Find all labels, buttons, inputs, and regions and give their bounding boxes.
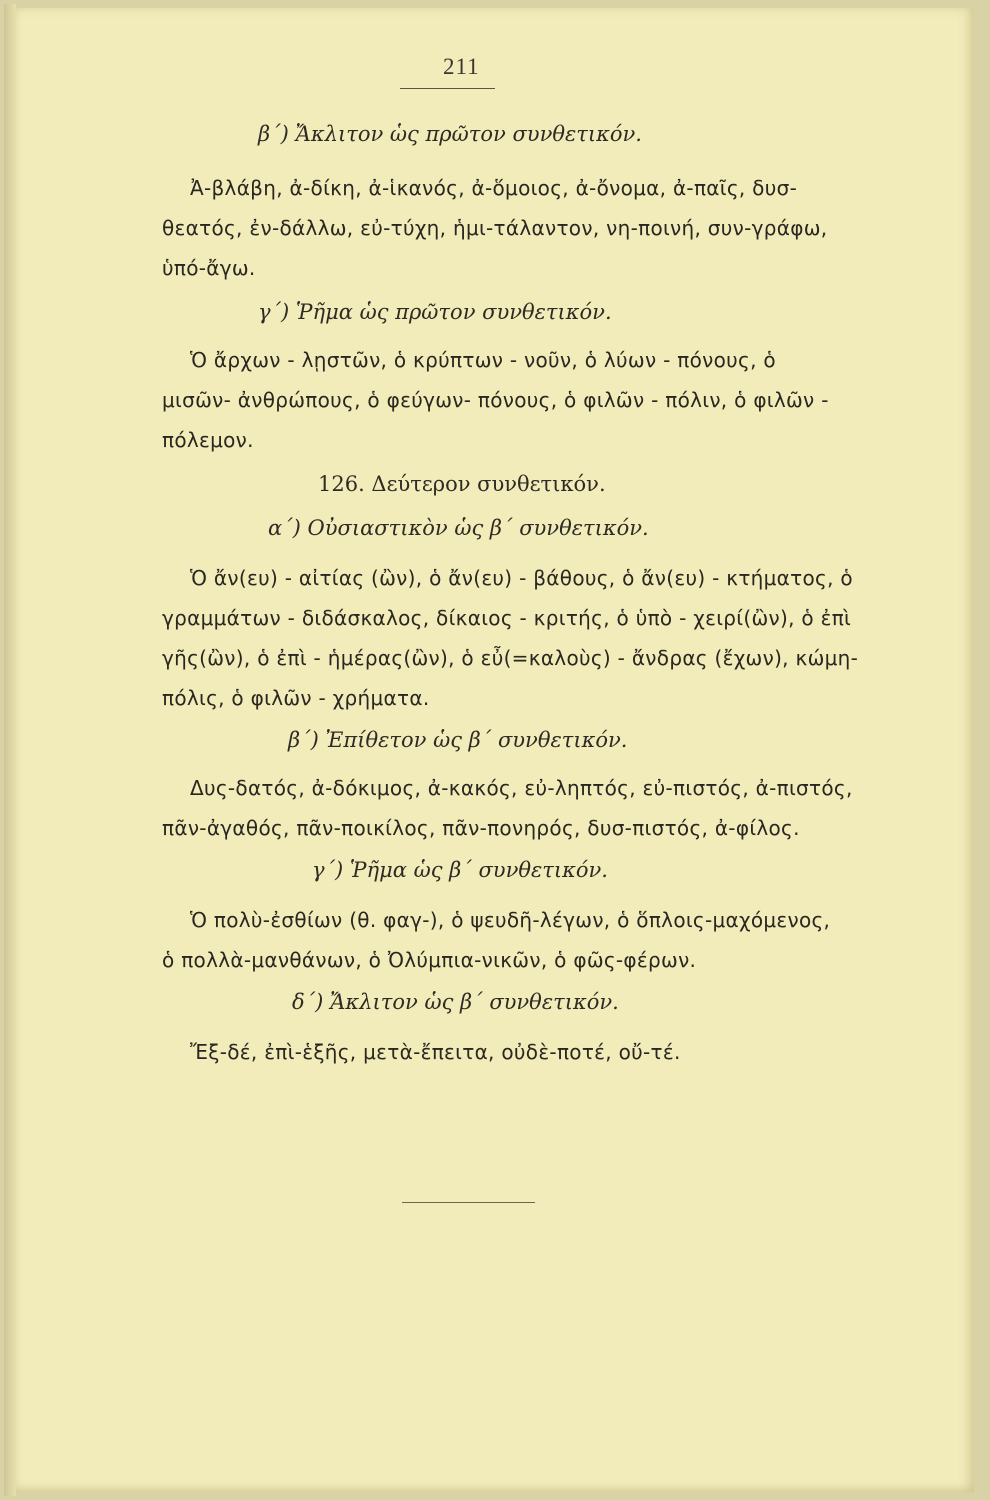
- section-heading-gamma: γ΄) Ῥῆμα ὡς πρῶτον συνθετικόν.: [258, 300, 612, 324]
- page-number-underline: [400, 88, 495, 89]
- text-line: γραμμάτων - διδάσκαλος, δίκαιος - κριτής, ὁ ὑπὸ - χειρί(ὢν), ὁ ἐπὶ: [162, 606, 852, 630]
- end-rule: [402, 1202, 535, 1203]
- text-line: πόλις, ὁ φιλῶν - χρήματα.: [162, 686, 430, 710]
- text-line: Ὁ ἄρχων - λῃστῶν, ὁ κρύπτων - νοῦν, ὁ λύων - πόνους, ὁ: [190, 348, 776, 372]
- section-heading-delta: δ΄) Ἄκλιτον ὡς β΄ συνθετικόν.: [292, 990, 619, 1014]
- page-edge: [4, 4, 16, 1496]
- text-line: Δυς-δατός, ἀ-δόκιμος, ἀ-κακός, εὐ-ληπτός, εὐ-πιστός, ἀ-πιστός,: [190, 776, 853, 800]
- section-heading-126: 126. Δεύτερον συνθετικόν.: [318, 472, 606, 496]
- text-line: ὑπό-ἄγω.: [162, 256, 256, 280]
- section-heading-beta: β΄) Ἄκλιτον ὡς πρῶτον συνθετικόν.: [258, 122, 642, 146]
- text-line: γῆς(ὢν), ὁ ἐπὶ - ἡμέρας(ὢν), ὁ εὖ(=καλοὺς) - ἄνδρας (ἔχων), κώμη-: [162, 646, 859, 670]
- section-heading-alpha: α΄) Οὐσιαστικὸν ὡς β΄ συνθετικόν.: [268, 516, 649, 540]
- page-number: 211: [443, 54, 480, 79]
- text-line: Ὁ ἄν(ευ) - αἰτίας (ὢν), ὁ ἄν(ευ) - βάθους, ὁ ἄν(ευ) - κτήματος, ὁ: [190, 566, 853, 590]
- section-heading-beta-2: β΄) Ἐπίθετον ὡς β΄ συνθετικόν.: [288, 728, 628, 752]
- text-line: πᾶν-ἀγαθός, πᾶν-ποικίλος, πᾶν-πονηρός, δυσ-πιστός, ἀ-φίλος.: [162, 816, 800, 840]
- text-line: Ἔξ-δέ, ἐπὶ-ἑξῆς, μετὰ-ἔπειτα, οὐδὲ-ποτέ, οὔ-τέ.: [190, 1040, 681, 1064]
- text-line: ὁ πολλὰ-μανθάνων, ὁ Ὀλύμπια-νικῶν, ὁ φῶς-φέρων.: [162, 948, 697, 972]
- text-line: Ἀ-βλάβη, ἀ-δίκη, ἀ-ἱκανός, ἀ-ὅμοιος, ἀ-ὄνομα, ἀ-παῖς, δυσ-: [190, 176, 798, 200]
- text-line: Ὁ πολὺ-ἐσθίων (θ. φαγ-), ὁ ψευδῆ-λέγων, ὁ ὅπλοις-μαχόμενος,: [190, 908, 831, 932]
- text-line: πόλεμον.: [162, 428, 254, 452]
- text-line: θεατός, ἐν-δάλλω, εὐ-τύχη, ἡμι-τάλαντον, νη-ποινή, συν-γράφω,: [162, 216, 828, 240]
- section-heading-gamma-2: γ΄) Ῥῆμα ὡς β΄ συνθετικόν.: [312, 858, 608, 882]
- text-line: μισῶν- ἀνθρώπους, ὁ φεύγων- πόνους, ὁ φιλῶν - πόλιν, ὁ φιλῶν -: [162, 388, 829, 412]
